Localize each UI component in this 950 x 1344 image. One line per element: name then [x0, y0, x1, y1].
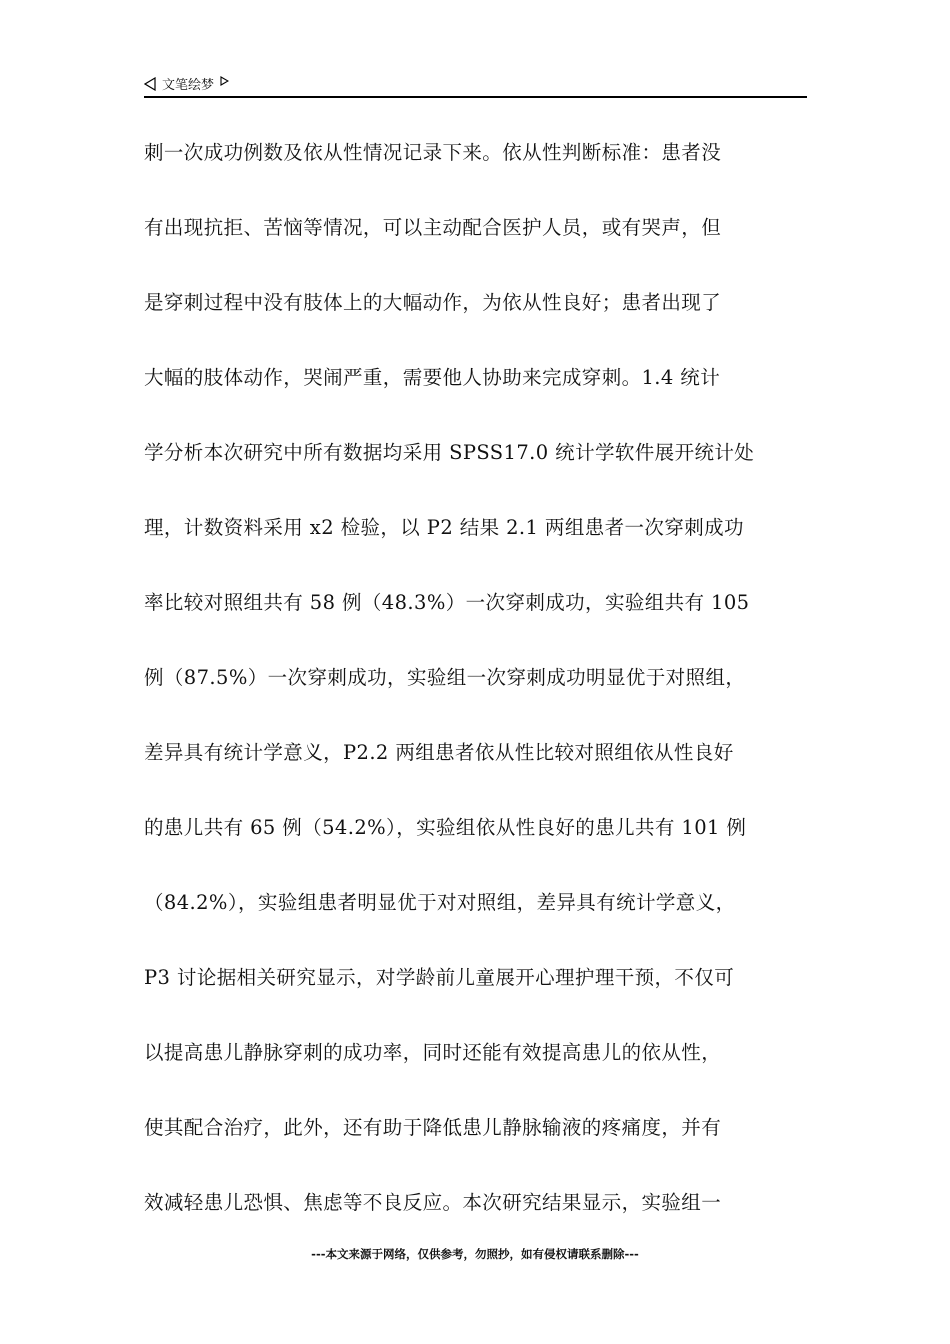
text-line: 理，计数资料采用 x2 检验，以 P2 结果 2.1 两组患者一次穿刺成功: [144, 516, 744, 539]
text-line: 学分析本次研究中所有数据均采用 SPSS17.0 统计学软件展开统计处: [144, 441, 755, 464]
triangle-left-icon: [144, 77, 156, 91]
body-text: [144, 133, 824, 1258]
triangle-right-icon: [220, 76, 229, 86]
text-line: 是穿刺过程中没有肢体上的大幅动作，为依从性良好；患者出现了: [144, 291, 722, 314]
text-line: 以提高患儿静脉穿刺的成功率，同时还能有效提高患儿的依从性，: [144, 1041, 722, 1064]
text-line: 大幅的肢体动作，哭闹严重，需要他人协助来完成穿刺。1.4 统计: [144, 366, 721, 389]
text-line: 率比较对照组共有 58 例（48.3%）一次穿刺成功，实验组共有 105: [144, 591, 750, 614]
header-brand: [144, 74, 229, 93]
header-title: 文笔绘梦: [162, 78, 215, 93]
page-header: [144, 70, 807, 98]
text-line: P3 讨论据相关研究显示，对学龄前儿童展开心理护理干预，不仅可: [144, 966, 735, 989]
text-line: 的患儿共有 65 例（54.2%），实验组依从性良好的患儿共有 101 例: [144, 816, 747, 839]
page-footer: ---本文来源于网络，仅供参考，勿照抄，如有侵权请联系删除---: [311, 1247, 639, 1261]
text-line: 使其配合治疗，此外，还有助于降低患儿静脉输液的疼痛度，并有: [144, 1116, 722, 1139]
text-line: 有出现抗拒、苦恼等情况，可以主动配合医护人员，或有哭声，但: [144, 216, 722, 239]
text-line: 刺一次成功例数及依从性情况记录下来。依从性判断标准：患者没: [144, 141, 722, 164]
text-line: （84.2%），实验组患者明显优于对对照组，差异具有统计学意义，: [144, 891, 736, 914]
text-line: 差异具有统计学意义，P2.2 两组患者依从性比较对照组依从性良好: [144, 741, 734, 764]
text-line: 例（87.5%）一次穿刺成功，实验组一次穿刺成功明显优于对照组，: [144, 666, 746, 689]
text-line: 效减轻患儿恐惧、焦虑等不良反应。本次研究结果显示，实验组一: [144, 1191, 722, 1214]
